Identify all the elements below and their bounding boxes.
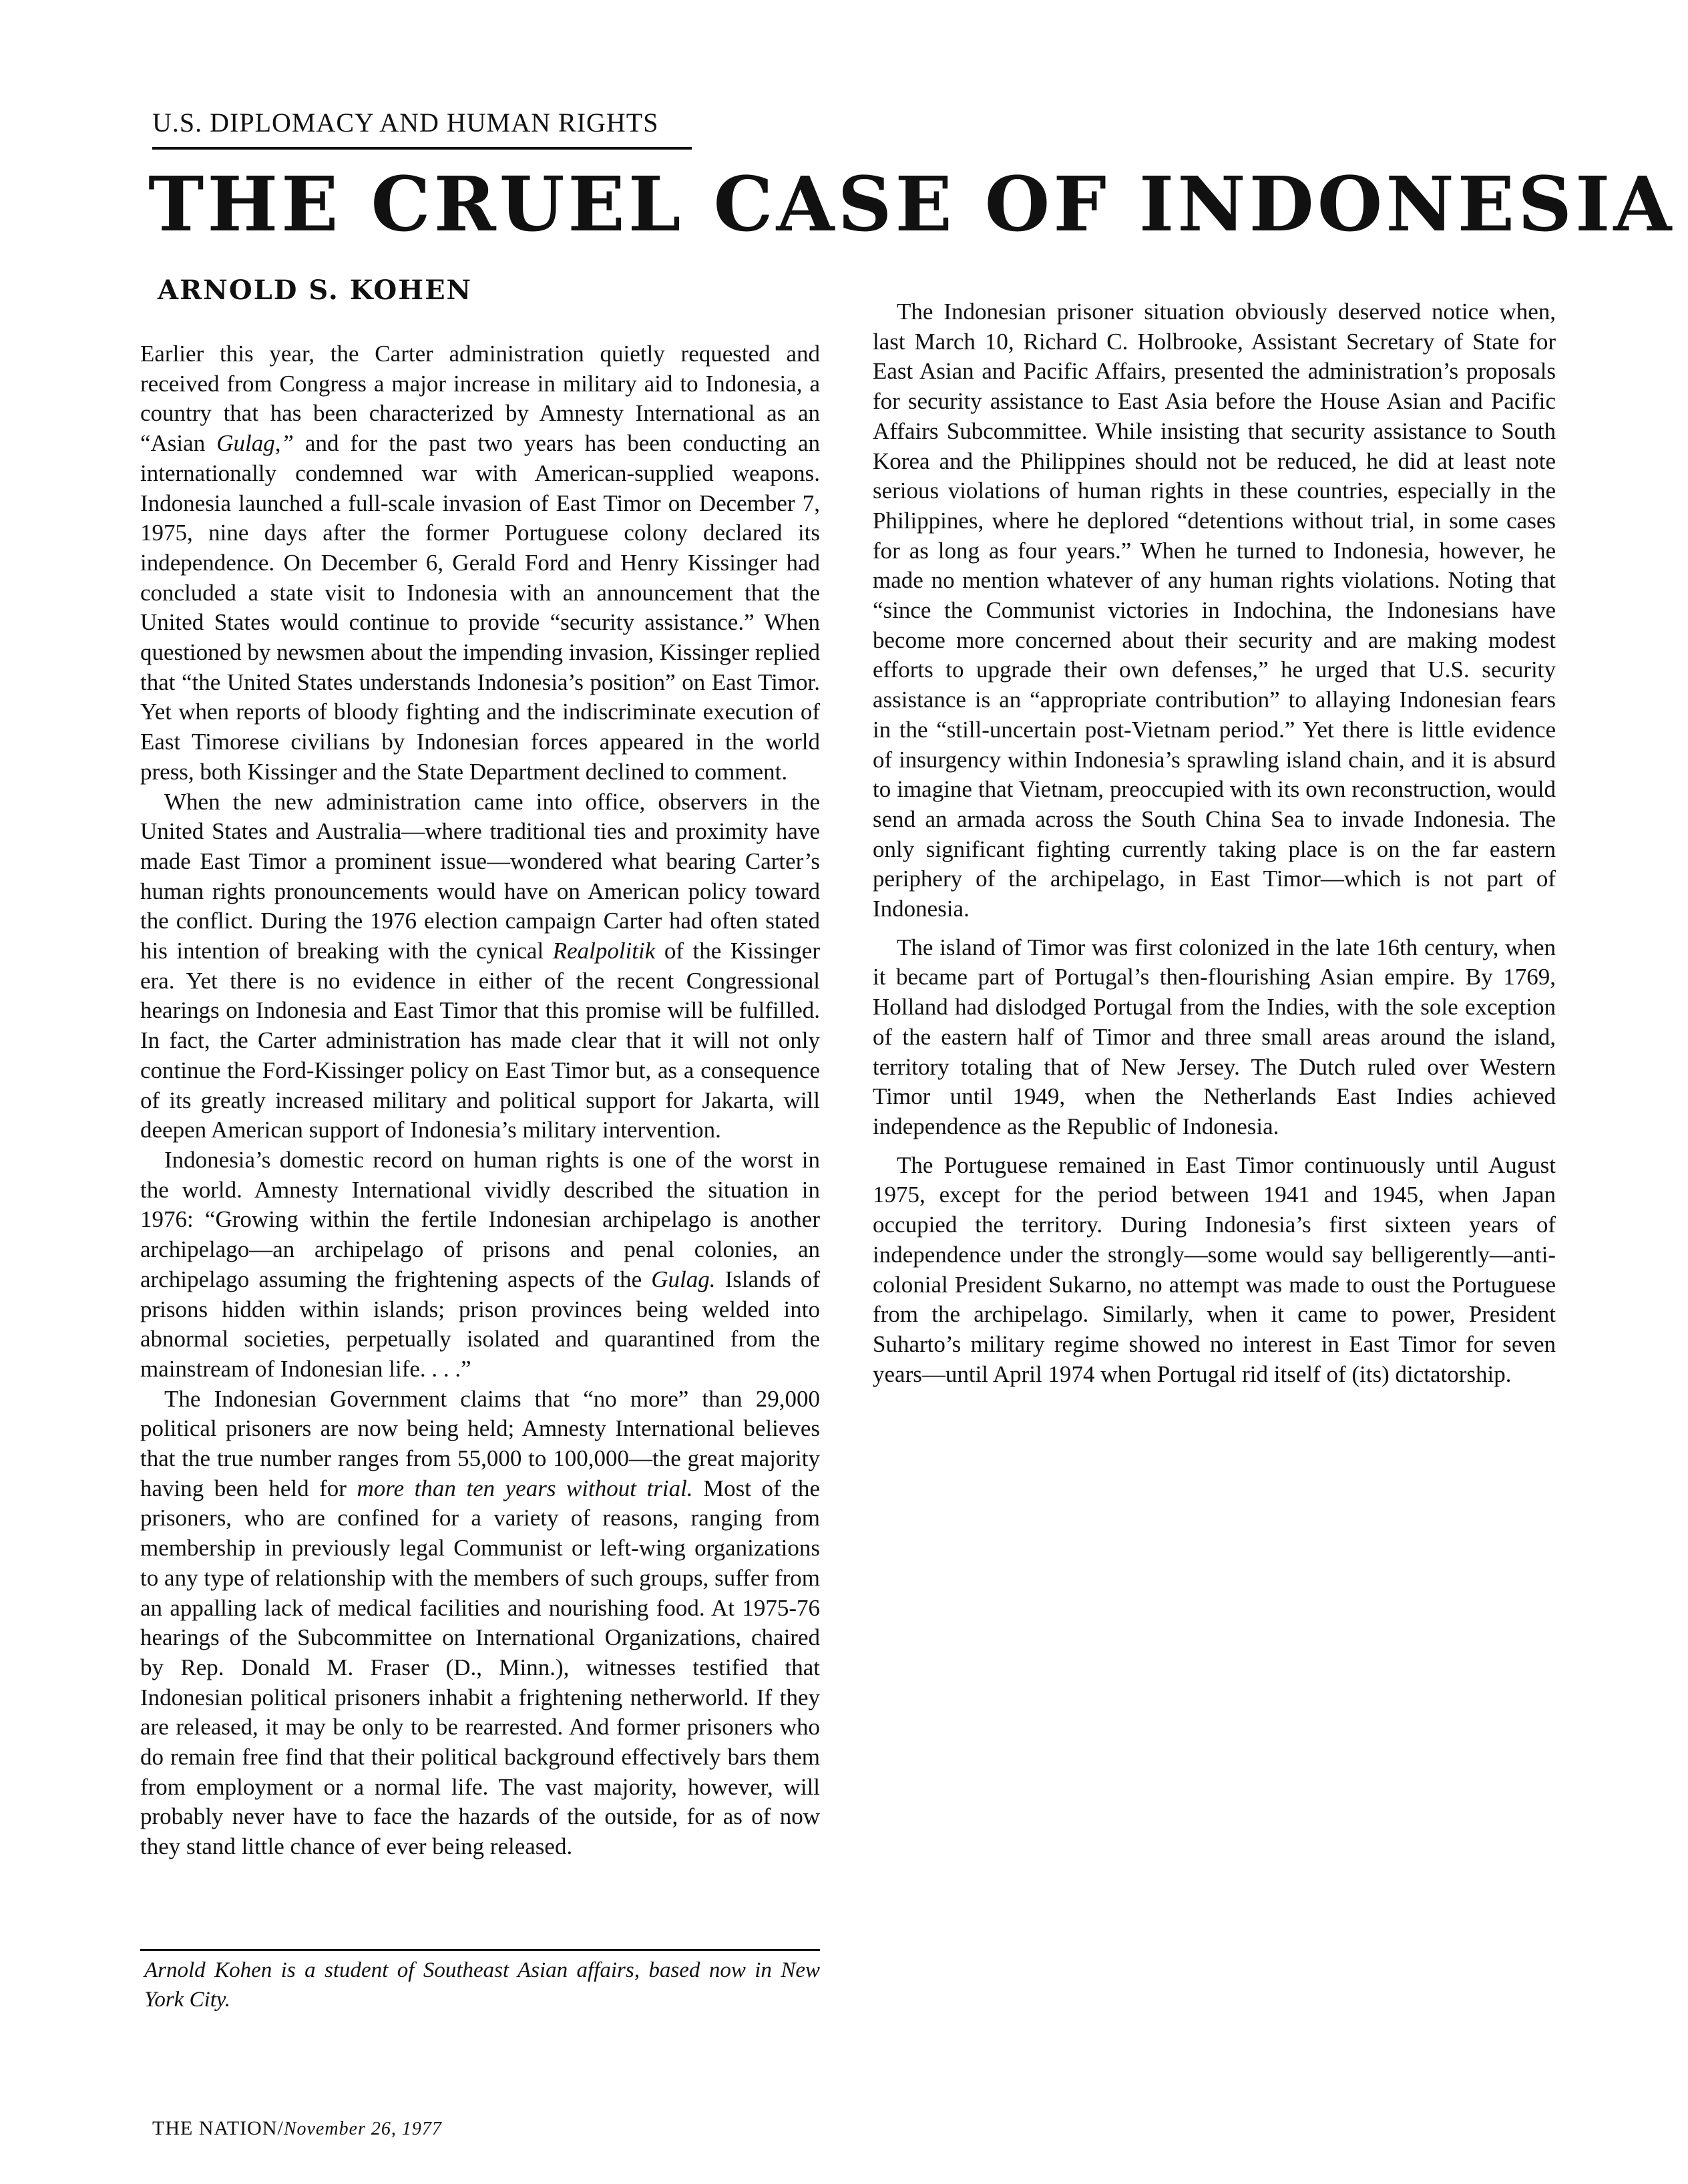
author-note-rule <box>140 1949 820 1951</box>
footer-publication: THE NATION/ <box>152 2117 284 2139</box>
byline: ARNOLD S. KOHEN <box>158 275 473 306</box>
article-paragraph-1: Earlier this year, the Carter administration quietly requested and received from Congress a major increase in military aid to Indonesia, a country that has been characterized by Amnesty International as an “Asian Gulag,” and for the past two years has been conducting an internationally condemned war with American-supplied weapons. Indonesia launched a full-scale invasion of East Timor on December 7, 1975, nine days after the former Portuguese colony declared its independence. On December 6, Gerald Ford and Henry Kissinger had concluded a state visit to Indonesia with an announcement that the United States would continue to provide “security assistance.” When questioned by newsmen about the impending invasion, Kissinger replied that “the United States understands Indonesia’s position” on East Timor. Yet when reports of bloody fighting and the indiscriminate execution of East Timorese civilians by Indonesian forces appeared in the world press, both Kissinger and the State Department declined to comment. <box>140 341 820 785</box>
article-paragraph-2: When the new administration came into office, observers in the United States and Australia—where traditional ties and proximity have made East Timor a prominent issue—wondered what bearing Carter’s human rights pronouncements would have on American policy toward the conflict. During the 1976 election campaign Carter had often stated his intention of breaking with the cynical Realpolitik of the Kissinger era. Yet there is no evidence in either of the recent Congressional hearings on Indonesia and East Timor that this promise will be fulfilled. In fact, the Carter administration has made clear that it will not only continue the Ford-Kissinger policy on East Timor but, as a consequence of its greatly increased military and political support for Jakarta, will deepen American support of Indonesia’s military intervention. <box>140 788 820 1143</box>
author-note: Arnold Kohen is a student of Southeast Asian affairs, based now in New York City. <box>144 1958 820 2012</box>
footer-date: November 26, 1977 <box>283 2119 442 2139</box>
article-column-right <box>873 289 1556 2038</box>
article-paragraph-4: The Indonesian Government claims that “no more” than 29,000 political prisoners are now being held; Amnesty International believes that the true number ranges from 55,000 to 100,000—the great majority having been held for more than ten years without trial. Most of the prisoners, who are confined for a variety of reasons, ranging from membership in previously legal Communist or left-wing organizations to any type of relationship with the members of such groups, suffer from an appalling lack of medical facilities and nourishing food. At 1975-76 hearings of the Subcommittee on International Organizations, chaired by Rep. Donald M. Fraser (D., Minn.), witnesses testified that Indonesian political prisoners inhabit a frightening netherworld. If they are released, it may be only to be rearrested. And former prisoners who do remain free find that their political background effectively bars them from employment or a normal life. The vast majority, however, will probably never have to face the hazards of the outside, for as of now they stand little chance of ever being released. <box>140 1385 820 1860</box>
article-paragraph-7: The Portuguese remained in East Timor continuously until August 1975, except for the period between 1941 and 1945, when Japan occupied the territory. During Indonesia’s first sixteen years of independence under the strongly—some would say belligerently—anti-colonial President Sukarno, no attempt was made to oust the Portuguese from the archipelago. Similarly, when it came to power, President Suharto’s military regime showed no interest in East Timor for seven years—until April 1974 when Portugal rid itself of (its) dictatorship. <box>873 1151 1556 1387</box>
section-label-rule <box>152 147 692 150</box>
section-label: U.S. DIPLOMACY AND HUMAN RIGHTS <box>152 108 659 138</box>
article-column-left <box>140 339 820 1892</box>
article-paragraph-5: The Indonesian prisoner situation obviously deserved notice when, last March 10, Richard C. Holbrooke, Assistant Secretary of State for East Asian and Pacific Affairs, presented the administration’s proposals for security assistance to East Asia before the House Asian and Pacific Affairs Subcommittee. While insisting that security assistance to South Korea and the Philippines should not be reduced, he did at least note serious violations of human rights in these countries, especially in the Philippines, where he deplored “detentions without trial, in some cases for as long as four years.” When he turned to Indonesia, however, he made no mention whatever of any human rights violations. Noting that “since the Communist victories in Indochina, the Indonesians have become more concerned about their security and are making modest efforts to upgrade their own defenses,” he urged that U.S. security assistance is an “appropriate contribution” to allaying Indonesian fears in the “still-uncertain post-Vietnam period.” Yet there is little evidence of insurgency within Indonesia’s sprawling island chain, and it is absurd to imagine that Vietnam, preoccupied with its own reconstruction, would send an armada across the South China Sea to invade Indonesia. The only significant fighting currently taking place is on the far eastern periphery of the archipelago, in East Timor—which is not part of Indonesia. <box>873 299 1556 922</box>
page-footer <box>152 2117 442 2140</box>
article-paragraph-3: Indonesia’s domestic record on human rights is one of the worst in the world. Amnesty International vividly described the situation in 1976: “Growing within the fertile Indonesian archipelago is another archipelago—an archipelago of prisons and penal colonies, an archipelago assuming the frightening aspects of the Gulag. Islands of prisons hidden within islands; prison provinces being welded into abnormal societies, perpetually isolated and quarantined from the mainstream of Indonesian life. . . .” <box>140 1146 820 1382</box>
article-paragraph-6: The island of Timor was first colonized in the late 16th century, when it became part of Portugal’s then-flourishing Asian empire. By 1769, Holland had dislodged Portugal from the Indies, with the sole exception of the eastern half of Timor and three small areas around the island, territory totaling that of New Jersey. The Dutch ruled over Western Timor until 1949, when the Netherlands East Indies achieved independence as the Republic of Indonesia. <box>873 934 1556 1139</box>
headline: THE CRUEL CASE OF INDONESIA <box>148 161 1675 248</box>
